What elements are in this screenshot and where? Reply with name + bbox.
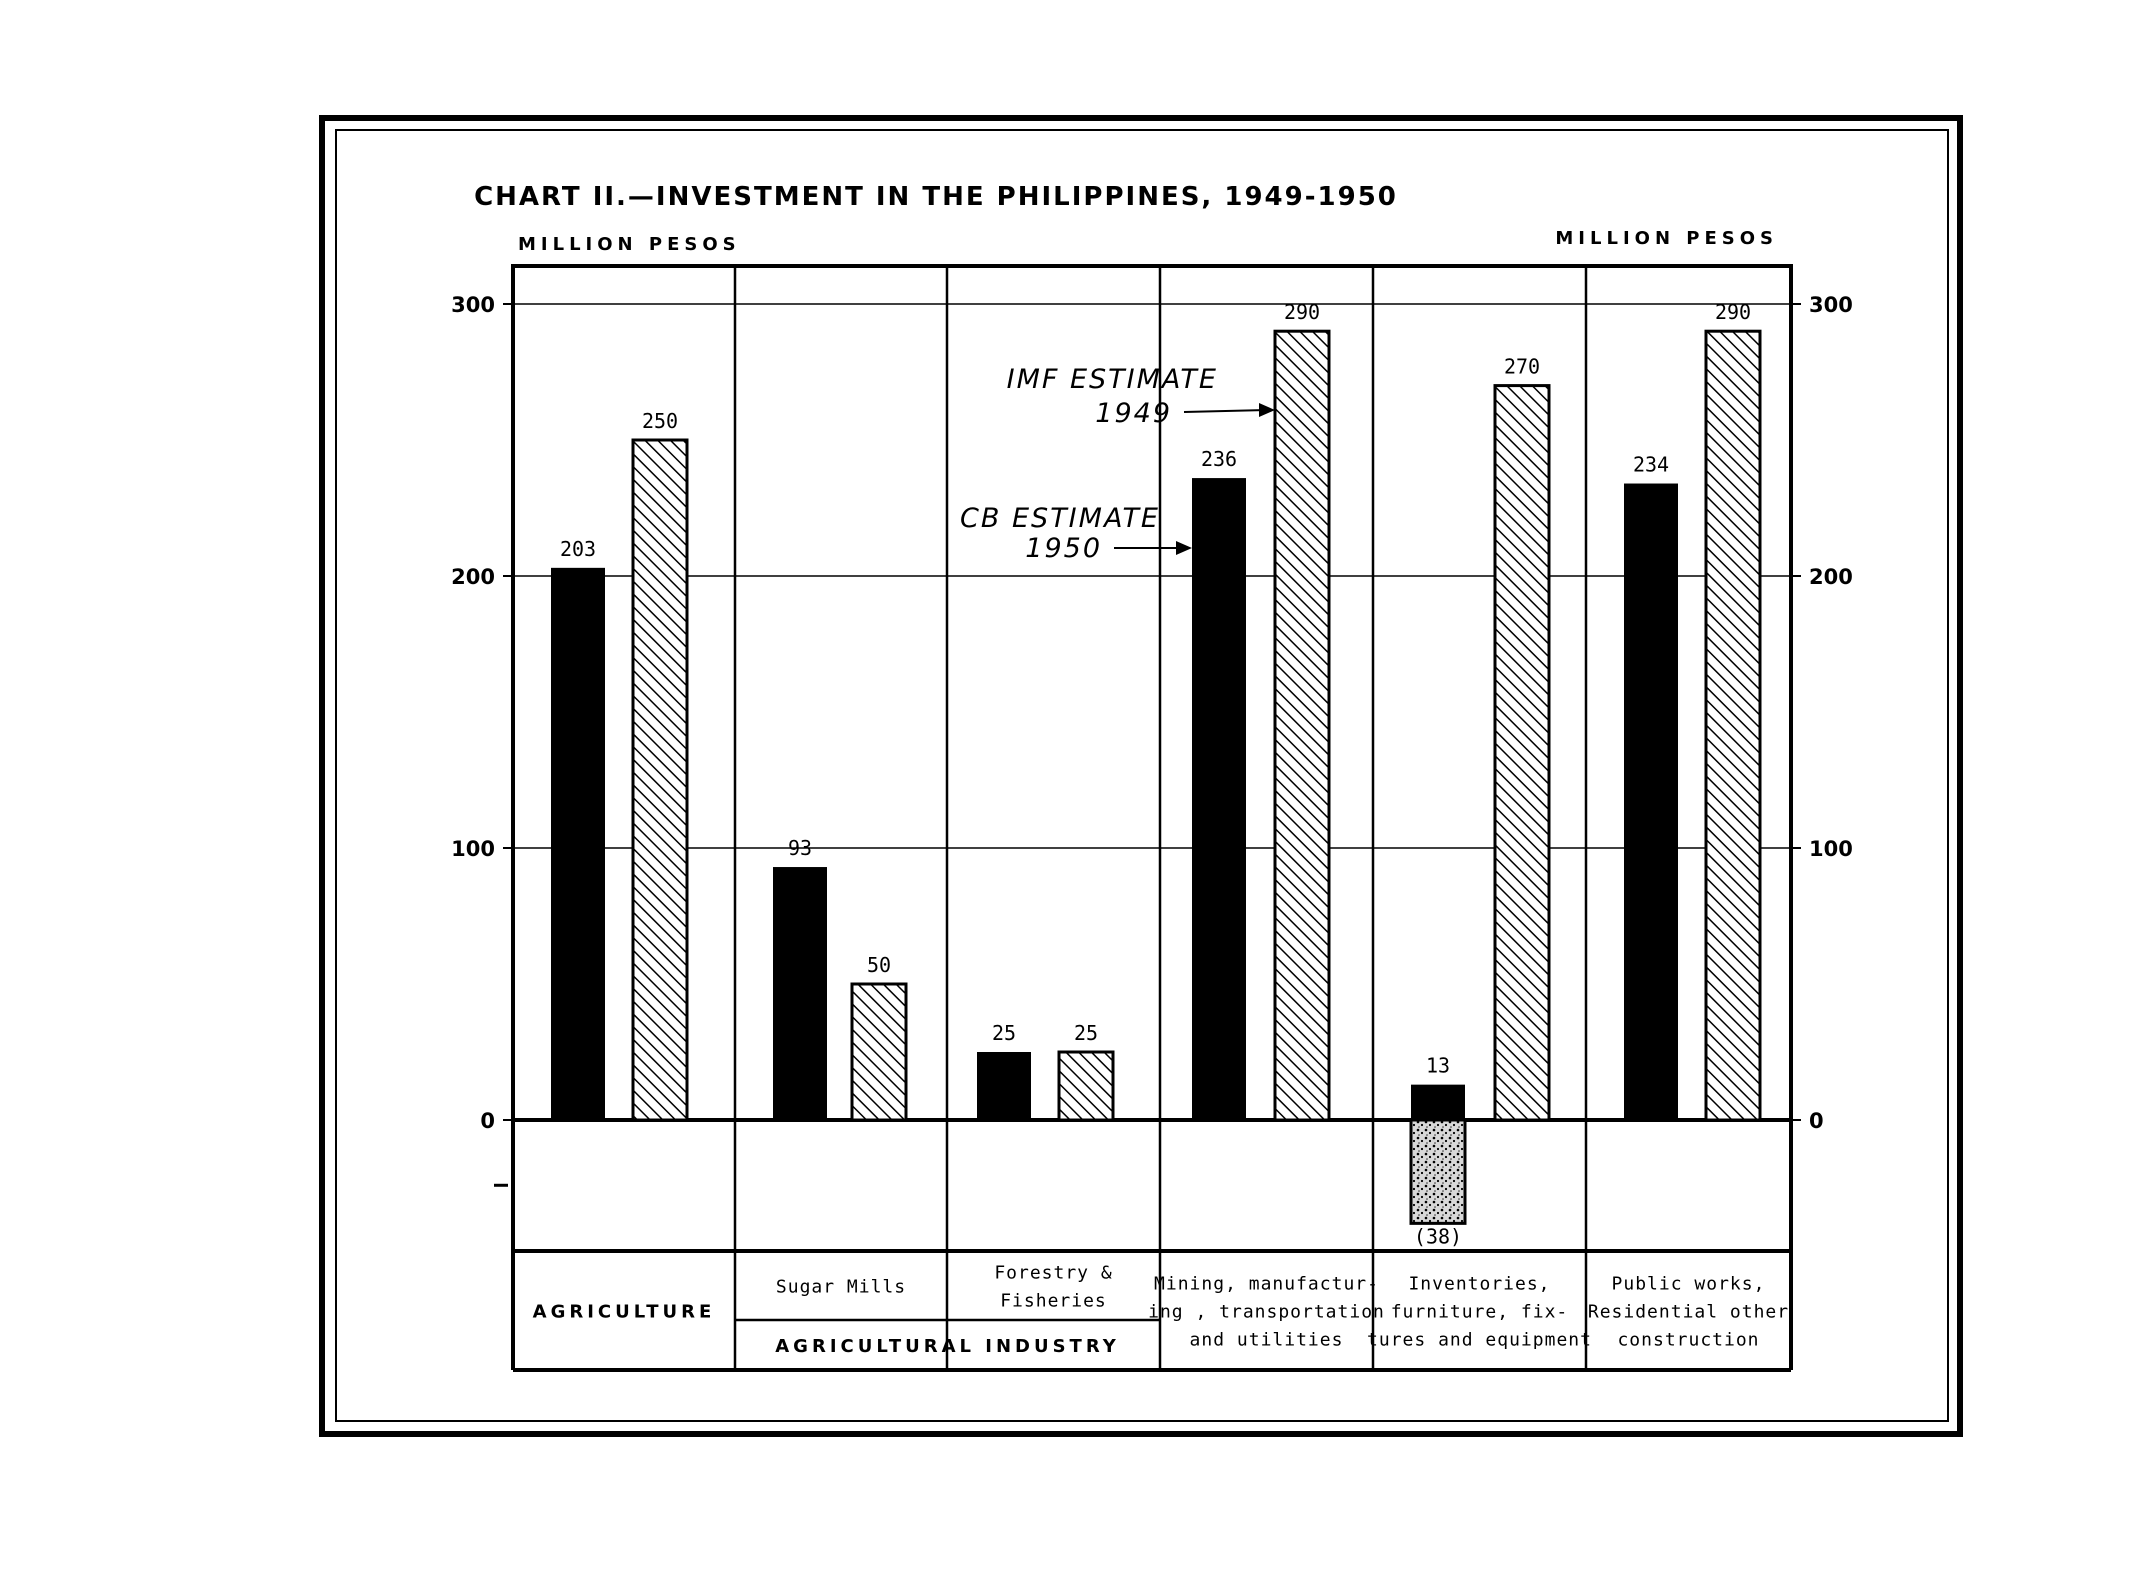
annotation-cb-line1: CB ESTIMATE <box>960 503 1160 534</box>
value-label-imf-5: 290 <box>1714 300 1752 325</box>
bar-cb-negative <box>1411 1120 1465 1223</box>
category-label-4: furniture, fix- <box>1390 1301 1569 1323</box>
y-axis-label-right: MILLION PESOS <box>1555 228 1778 249</box>
bar-imf-0 <box>633 440 687 1120</box>
value-label-cb-5: 234 <box>1632 452 1670 477</box>
y-axis-label-left: MILLION PESOS <box>518 234 741 255</box>
value-label-imf-1: 50 <box>866 953 892 977</box>
category-label-2: Forestry & <box>994 1262 1113 1284</box>
value-label-imf-2: 25 <box>1073 1021 1099 1045</box>
category-label-2: Fisheries <box>1000 1290 1107 1312</box>
arrow-cb-head <box>1176 541 1192 555</box>
arrow-imf-head <box>1259 403 1275 417</box>
group-label-agricultural-industry: AGRICULTURAL INDUSTRY <box>775 1336 1120 1357</box>
y-tick-label-left: 300 <box>451 293 495 317</box>
category-label-5: Public works, <box>1611 1273 1766 1295</box>
y-tick-label-right: 0 <box>1809 1109 1824 1133</box>
value-label-cb-4: 13 <box>1425 1053 1451 1078</box>
bar-cb-5 <box>1624 484 1678 1120</box>
y-tick-label-right: 200 <box>1809 565 1853 589</box>
bar-imf-3 <box>1275 331 1329 1120</box>
value-label-cb-2: 25 <box>991 1021 1017 1045</box>
category-label-3: Mining, manufactur- <box>1154 1273 1379 1295</box>
category-label-0: AGRICULTURE <box>532 1301 716 1323</box>
value-label-imf-4: 270 <box>1503 354 1541 379</box>
value-label-negative: (38) <box>1413 1224 1463 1249</box>
category-dividers <box>513 266 1791 1370</box>
y-tick-label-right: 300 <box>1809 293 1853 317</box>
bar-cb-0 <box>551 568 605 1120</box>
bars <box>551 331 1760 1223</box>
value-label-imf-0: 250 <box>641 409 679 433</box>
value-labels <box>560 300 1751 1248</box>
value-label-cb-3: 236 <box>1200 447 1238 472</box>
category-label-3: and utilities <box>1189 1329 1344 1351</box>
annotation-cb-line2: 1950 <box>1025 533 1102 564</box>
bar-imf-4 <box>1495 386 1549 1120</box>
category-label-4: Inventories, <box>1408 1273 1551 1295</box>
y-tick-label-left: 0 <box>480 1109 495 1133</box>
category-label-3: ing , transportation <box>1148 1301 1385 1323</box>
value-label-imf-3: 290 <box>1283 300 1321 325</box>
bar-imf-2 <box>1059 1052 1113 1120</box>
annotation-imf-line2: 1949 <box>1095 398 1172 429</box>
y-tick-label-left: 100 <box>451 837 495 861</box>
category-label-5: construction <box>1617 1329 1760 1351</box>
value-label-cb-1: 93 <box>787 836 813 861</box>
y-tick-label-right: 100 <box>1809 837 1853 861</box>
value-label-cb-0: 203 <box>559 536 597 561</box>
bar-imf-5 <box>1706 331 1760 1120</box>
category-label-1: Sugar Mills <box>775 1276 907 1298</box>
category-label-5: Residential other <box>1587 1301 1790 1323</box>
arrow-imf-shaft <box>1184 410 1267 412</box>
bar-imf-1 <box>852 984 906 1120</box>
annotation-imf-line1: IMF ESTIMATE <box>1006 364 1218 395</box>
bar-cb-3 <box>1192 478 1246 1120</box>
bar-cb-4 <box>1411 1085 1465 1120</box>
bar-cb-2 <box>977 1052 1031 1120</box>
chart-title: CHART II.—INVESTMENT IN THE PHILIPPINES, 1949-1950 <box>474 182 1398 212</box>
y-tick-label-left: 200 <box>451 565 495 589</box>
bar-cb-1 <box>773 867 827 1120</box>
category-label-4: tures and equipment <box>1367 1329 1592 1351</box>
